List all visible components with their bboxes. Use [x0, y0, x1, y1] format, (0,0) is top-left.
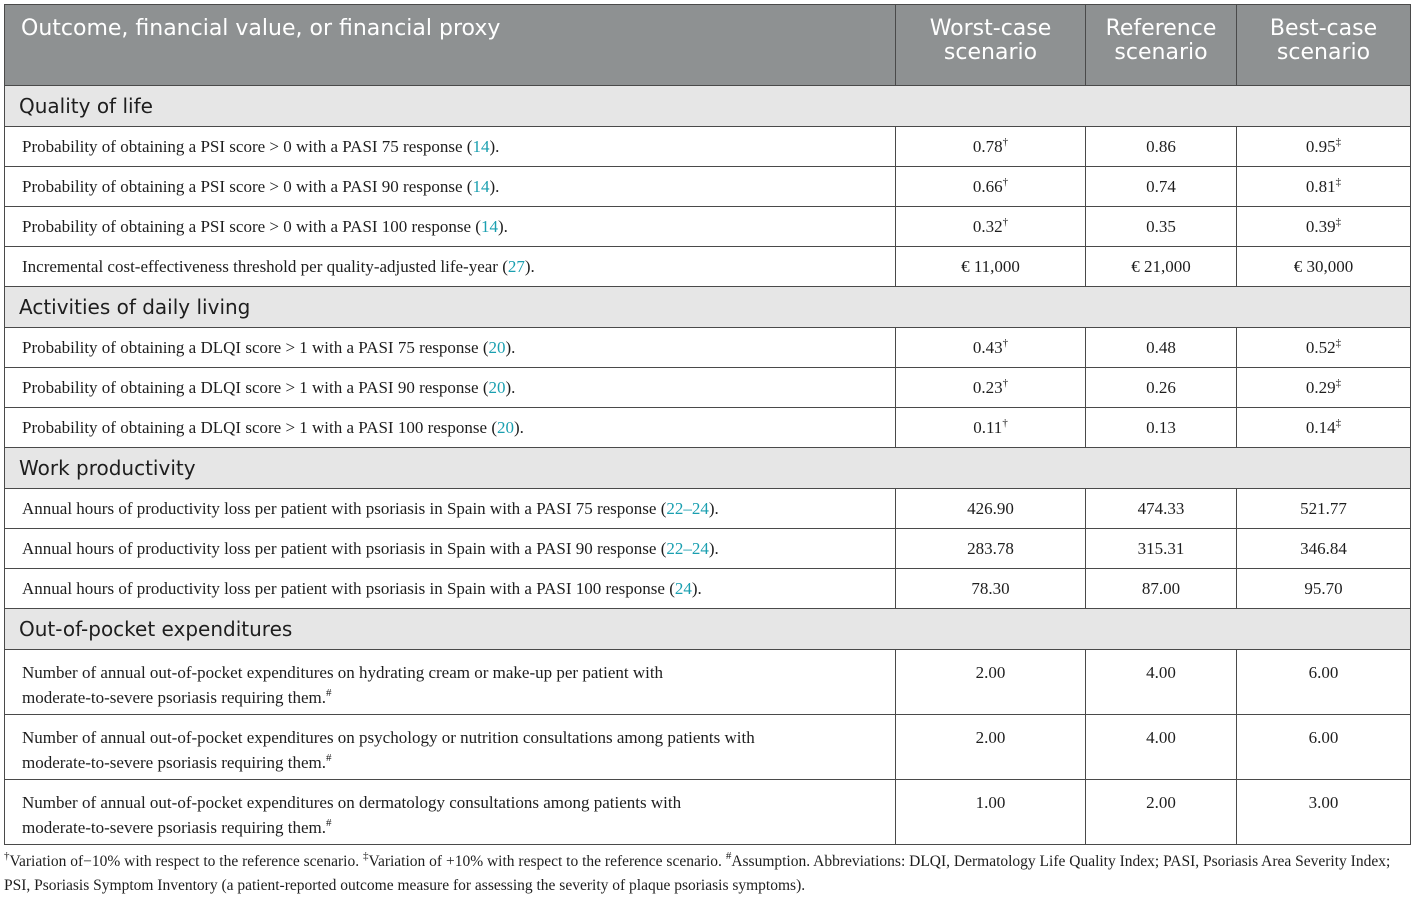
reference-link[interactable]: 14: [480, 216, 498, 236]
table-row: [5, 780, 1411, 845]
table-row: [5, 715, 1411, 780]
value-cell-worst: 283.78: [896, 529, 1086, 569]
table-row: [5, 529, 1411, 569]
section-row: [5, 609, 1411, 650]
table-row: [5, 207, 1411, 247]
outcome-cell: Annual hours of productivity loss per patient with psoriasis in Spain with a PASI 75 response (22–24).: [5, 489, 896, 529]
table-footnote: †Variation of−10% with respect to the reference scenario. ‡Variation of +10% with respect to the reference scenario. #Assumption. Abbreviations: DLQI, Dermatology Life Quality Index; PASI, Psoriasis Area Severity Index; PSI, Psoriasis Symptom Inventory (a patient-reported outcome measure for assessing the severity of plaque psoriasis symptoms).: [4, 850, 1391, 894]
reference-link[interactable]: 22–24: [666, 538, 709, 558]
outcome-cell: Probability of obtaining a PSI score > 0 with a PASI 90 response (14).: [5, 167, 896, 207]
section-title: Out-of-pocket expenditures: [5, 609, 1411, 650]
section-row: [5, 86, 1411, 127]
reference-link[interactable]: 24: [674, 578, 692, 598]
table-row: [5, 408, 1411, 448]
section-title: Activities of daily living: [5, 287, 1411, 328]
outcome-cell: Number of annual out-of-pocket expenditures on hydrating cream or make-up per patient with moderate-to-severe psoriasis requiring them.#: [5, 650, 896, 715]
value-cell-best: € 30,000: [1237, 247, 1411, 287]
header-reference: Reference scenario: [1086, 5, 1237, 86]
value-cell-worst: 0.23†: [896, 368, 1086, 408]
value-cell-best: 0.14‡: [1237, 408, 1411, 448]
outcome-cell: Probability of obtaining a PSI score > 0 with a PASI 100 response (14).: [5, 207, 896, 247]
reference-link[interactable]: 20: [488, 337, 506, 357]
table-row: [5, 569, 1411, 609]
data-table: [4, 4, 1411, 845]
value-cell-reference: 0.35: [1086, 207, 1237, 247]
table-body: [5, 86, 1411, 845]
reference-link[interactable]: 22–24: [666, 498, 709, 518]
value-cell-reference: 315.31: [1086, 529, 1237, 569]
outcome-cell: Number of annual out-of-pocket expenditures on psychology or nutrition consultations among patients with moderate-to-severe psoriasis requiring them.#: [5, 715, 896, 780]
outcome-cell: Annual hours of productivity loss per patient with psoriasis in Spain with a PASI 100 response (24).: [5, 569, 896, 609]
value-cell-reference: 0.26: [1086, 368, 1237, 408]
outcome-cell: Probability of obtaining a DLQI score > 1 with a PASI 100 response (20).: [5, 408, 896, 448]
outcome-cell: Probability of obtaining a DLQI score > 1 with a PASI 90 response (20).: [5, 368, 896, 408]
value-cell-reference: € 21,000: [1086, 247, 1237, 287]
header-outcome: Outcome, financial value, or financial proxy: [5, 5, 896, 86]
value-cell-reference: 0.74: [1086, 167, 1237, 207]
value-cell-best: 0.95‡: [1237, 127, 1411, 167]
table-row: [5, 328, 1411, 368]
reference-link[interactable]: 20: [496, 417, 514, 437]
section-row: [5, 448, 1411, 489]
reference-link[interactable]: 14: [472, 136, 490, 156]
value-cell-ref_val: 4.00: [1086, 715, 1237, 780]
value-cell-best: 95.70: [1237, 569, 1411, 609]
value-cell-worst: 2.00: [896, 650, 1086, 715]
value-cell-best: 3.00: [1237, 780, 1411, 845]
section-title: Quality of life: [5, 86, 1411, 127]
header-best-case: Best-case scenario: [1237, 5, 1411, 86]
value-cell-best: 6.00: [1237, 650, 1411, 715]
reference-link[interactable]: 27: [507, 256, 525, 276]
value-cell-worst: 426.90: [896, 489, 1086, 529]
value-cell-reference: 0.48: [1086, 328, 1237, 368]
value-cell-worst: € 11,000: [896, 247, 1086, 287]
table-row: [5, 247, 1411, 287]
outcome-cell: Annual hours of productivity loss per patient with psoriasis in Spain with a PASI 90 response (22–24).: [5, 529, 896, 569]
value-cell-best: 0.52‡: [1237, 328, 1411, 368]
table-row: [5, 167, 1411, 207]
reference-link[interactable]: 20: [488, 377, 506, 397]
outcome-cell: Number of annual out-of-pocket expenditures on dermatology consultations among patients with moderate-to-severe psoriasis requiring them.#: [5, 780, 896, 845]
value-cell-worst: 78.30: [896, 569, 1086, 609]
value-cell-worst: 0.66†: [896, 167, 1086, 207]
section-title: Work productivity: [5, 448, 1411, 489]
outcome-cell: Incremental cost-effectiveness threshold per quality-adjusted life-year (27).: [5, 247, 896, 287]
outcome-cell: Probability of obtaining a DLQI score > 1 with a PASI 75 response (20).: [5, 328, 896, 368]
value-cell-worst: 0.43†: [896, 328, 1086, 368]
table-row: [5, 489, 1411, 529]
value-cell-best: 6.00: [1237, 715, 1411, 780]
value-cell-reference: 0.86: [1086, 127, 1237, 167]
value-cell-best: 346.84: [1237, 529, 1411, 569]
value-cell-worst: 0.32†: [896, 207, 1086, 247]
value-cell-ref_val: 4.00: [1086, 650, 1237, 715]
value-cell-worst: 0.78†: [896, 127, 1086, 167]
value-cell-worst: 2.00: [896, 715, 1086, 780]
header-worst-case: Worst-case scenario: [896, 5, 1086, 86]
value-cell-reference: 0.13: [1086, 408, 1237, 448]
value-cell-reference: 474.33: [1086, 489, 1237, 529]
reference-link[interactable]: 14: [472, 176, 490, 196]
section-row: [5, 287, 1411, 328]
table-row: [5, 127, 1411, 167]
outcome-cell: Probability of obtaining a PSI score > 0 with a PASI 75 response (14).: [5, 127, 896, 167]
value-cell-best: 0.39‡: [1237, 207, 1411, 247]
value-cell-best: 521.77: [1237, 489, 1411, 529]
table-row: [5, 650, 1411, 715]
table-row: [5, 368, 1411, 408]
header-row: [5, 5, 1411, 86]
value-cell-worst: 0.11†: [896, 408, 1086, 448]
value-cell-worst: 1.00: [896, 780, 1086, 845]
value-cell-ref_val: 2.00: [1086, 780, 1237, 845]
value-cell-best: 0.81‡: [1237, 167, 1411, 207]
value-cell-reference: 87.00: [1086, 569, 1237, 609]
value-cell-best: 0.29‡: [1237, 368, 1411, 408]
